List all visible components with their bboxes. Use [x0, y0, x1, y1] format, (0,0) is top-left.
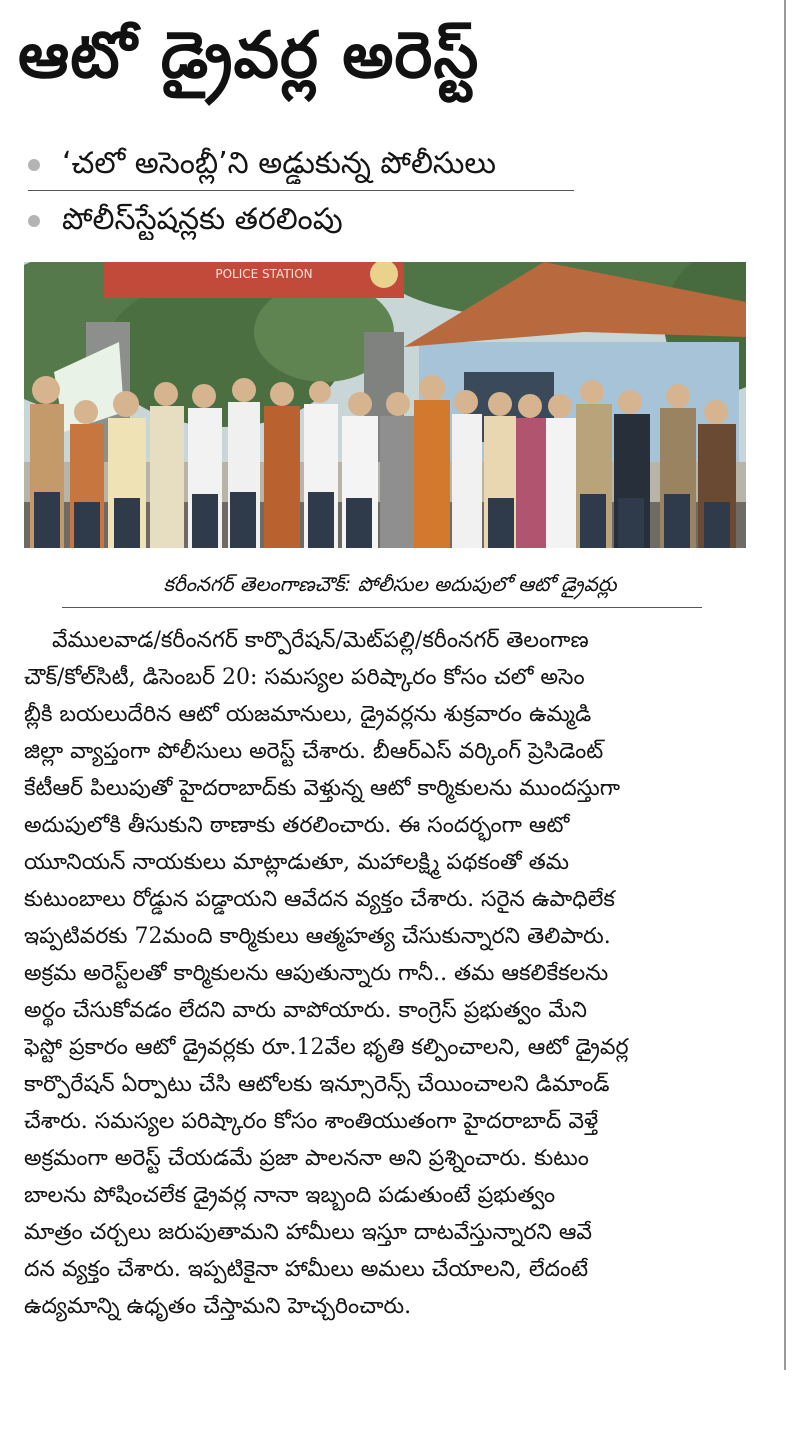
- body-line: మాత్రం చర్చలు జరుపుతామని హామీలు ఇస్తూ దాటవేస్తున్నారని ఆవే: [24, 1220, 593, 1245]
- article-body: [24, 622, 748, 1325]
- body-line: అక్రమ అరెస్ట్‌లతో కార్మికులను ఆపుతున్నారు గానీ.. తమ ఆకలికేకలను: [24, 961, 609, 986]
- caption-underline: [62, 607, 702, 608]
- subheadline-1: [28, 144, 588, 184]
- body-line: కుటుంబాలు రోడ్డున పడ్డాయని ఆవేదన వ్యక్తం చేశారు. సరైన ఉపాధిలేక: [24, 887, 615, 912]
- body-line: అదుపులోకి తీసుకుని ఠాణాకు తరలించారు. ఈ సందర్భంగా ఆటో: [24, 813, 570, 838]
- body-line: కేటీఆర్ పిలుపుతో హైదరాబాద్‌కు వెళ్తున్న ఆటో కార్మికులను ముందస్తుగా: [24, 776, 620, 801]
- subheadline-2: [28, 200, 588, 240]
- body-line: జిల్లా వ్యాప్తంగా పోలీసులు అరెస్ట్ చేశారు. బీఆర్‌ఎస్ వర్కింగ్ ప్రెసిడెంట్: [24, 739, 604, 764]
- body-line: బ్లీకి బయలుదేరిన ఆటో యజమానులు, డ్రైవర్లను శుక్రవారం ఉమ్మడి: [24, 702, 592, 727]
- photo-caption: కరీంనగర్ తెలంగాణచౌక్: పోలీసుల అదుపులో ఆటో డ్రైవర్లు: [163, 572, 617, 596]
- body-line: దన వ్యక్తం చేశారు. ఇప్పటికైనా హామీలు అమలు చేయాలని, లేదంటే: [24, 1257, 589, 1282]
- body-line: యూనియన్ నాయకులు మాట్లాడుతూ, మహాలక్ష్మి పథకంతో తమ: [24, 850, 569, 875]
- body-line: చేశారు. సమస్యల పరిష్కారం కోసం శాంతియుతంగా హైదరాబాద్ వెళ్తే: [24, 1109, 599, 1134]
- station-sign-text: POLICE STATION: [215, 267, 313, 281]
- group-photo-illustration: [24, 262, 746, 548]
- news-photo: [24, 262, 746, 548]
- body-line: అక్రమంగా అరెస్ట్ చేయడమే ప్రజా పాలననా అని ప్రశ్నించారు. కుటుం: [24, 1146, 589, 1171]
- subheadline-divider: [28, 190, 574, 191]
- body-line: బాలను పోషించలేక డ్రైవర్ల నానా ఇబ్బంది పడుతుంటే ప్రభుత్వం: [24, 1183, 556, 1208]
- body-line: వేములవాడ/కరీంనగర్ కార్పొరేషన్/మెట్‌పల్లి/కరీంనగర్ తెలంగాణ: [52, 628, 589, 653]
- body-line: కార్పొరేషన్ ఏర్పాటు చేసి ఆటోలకు ఇన్సూరెన్స్ చేయించాలని డిమాండ్: [24, 1072, 610, 1097]
- body-line: ఉద్యమాన్ని ఉధృతం చేస్తామని హెచ్చరించారు.: [24, 1294, 412, 1319]
- body-line: చౌక్/కోల్‌సిటీ, డిసెంబర్ 20: సమస్యల పరిష్కారం కోసం చలో అసెం: [24, 665, 585, 690]
- bullet-dot-icon: [28, 215, 40, 227]
- subheadline-text: ‘చలో అసెంబ్లీ’ని అడ్డుకున్న పోలీసులు: [62, 146, 497, 181]
- bullet-dot-icon: [28, 159, 40, 171]
- body-line: ఫెస్టో ప్రకారం ఆటో డ్రైవర్లకు రూ.12వేల భృతి కల్పించాలని, ఆటో డ్రైవర్ల: [24, 1035, 629, 1060]
- headline: ఆటో డ్రైవర్ల అరెస్ట్: [18, 19, 480, 93]
- body-line: ఇప్పటివరకు 72మంది కార్మికులు ఆత్మహత్య చేసుకున్నారని తెలిపారు.: [24, 924, 611, 949]
- body-line: అర్థం చేసుకోవడం లేదని వారు వాపోయారు. కాంగ్రెస్ ప్రభుత్వం మేని: [24, 998, 587, 1023]
- column-divider: [784, 0, 786, 1370]
- subheadline-text: పోలీస్‌స్టేషన్లకు తరలింపు: [62, 202, 343, 237]
